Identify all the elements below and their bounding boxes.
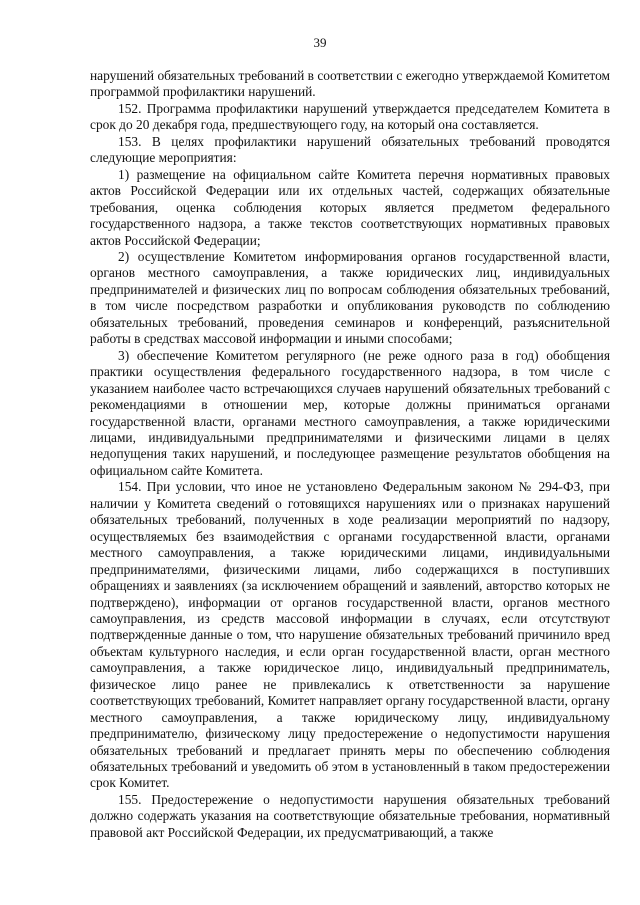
paragraph-152: 152. Программа профилактики нарушений утверждается председателем Комитета в срок до 20 декабря года, предшествующего году, на который она составляется.	[90, 100, 610, 133]
document-body	[90, 68, 610, 841]
paragraph-153-item-2: 2) осуществление Комитетом информирования органов государственной власти, органов местного самоуправления, а также юридических лиц, индивидуальных предпринимателей и физических лиц по вопросам соблюдения обязательных требований, в том числе посредством разработки и опубликования руководств по соблюдению обязательных требований, проведения семинаров и конференций, разъяснительной работы в средствах массовой информации и иными способами;	[90, 248, 610, 347]
paragraph-153: 153. В целях профилактики нарушений обязательных требований проводятся следующие мероприятия:	[90, 133, 610, 166]
paragraph-154: 154. При условии, что иное не установлено Федеральным законом № 294-ФЗ, при наличии у Комитета сведений о готовящихся нарушениях или о признаках нарушений обязательных требований, полученных в ходе реализации мероприятий по надзору, осуществляемых без взаимодействия с органами государственной власти, органами местного самоуправления, а также юридическими лицами, индивидуальными предпринимателями, физическими лицами, либо содержащихся в поступивших обращениях и заявлениях (за исключением обращений и заявлений, авторство которых не подтверждено), информации от органов государственной власти, органов местного самоуправления, из средств массовой информации в случаях, если отсутствуют подтвержденные данные о том, что нарушение обязательных требований причинило вред объектам культурного наследия, и если орган государственной власти, орган местного самоуправления, а также юридическое лицо, индивидуальный предприниматель, физическое лицо ранее не привлекались к ответственности за нарушение соответствующих требований, Комитет направляет органу государственной власти, органу местного самоуправления, а также юридическому лицу, индивидуальному предпринимателю, физическому лицу предостережение о недопустимости нарушения обязательных требований и предлагает принять меры по обеспечению соблюдения обязательных требований и уведомить об этом в установленный в таком предостережении срок Комитет.	[90, 479, 610, 791]
paragraph-153-item-3: 3) обеспечение Комитетом регулярного (не реже одного раза в год) обобщения практики осуществления федерального государственного надзора, в том числе с указанием наиболее часто встречающихся случаев нарушений обязательных требований с рекомендациями в отношении мер, которые должны приниматься органами государственной власти, органами местного самоуправления, а также юридическими лицами, индивидуальными предпринимателями и физическими лицами в целях недопущения таких нарушений, и последующее размещение результатов обобщения на официальном сайте Комитета.	[90, 347, 610, 478]
page-number: 39	[313, 35, 327, 50]
paragraph-155: 155. Предостережение о недопустимости нарушения обязательных требований должно содержать указания на соответствующие обязательные требования, нормативный правовой акт Российской Федерации, их предусматривающий, а также	[90, 791, 610, 840]
paragraph-continuation: нарушений обязательных требований в соответствии с ежегодно утверждаемой Комитетом программой профилактики нарушений.	[90, 68, 610, 100]
paragraph-153-item-1: 1) размещение на официальном сайте Комитета перечня нормативных правовых актов Российской Федерации или их отдельных частей, содержащих обязательные требования, оценка соблюдения которых является предметом федерального государственного надзора, а также текстов соответствующих нормативных правовых актов Российской Федерации;	[90, 166, 610, 248]
